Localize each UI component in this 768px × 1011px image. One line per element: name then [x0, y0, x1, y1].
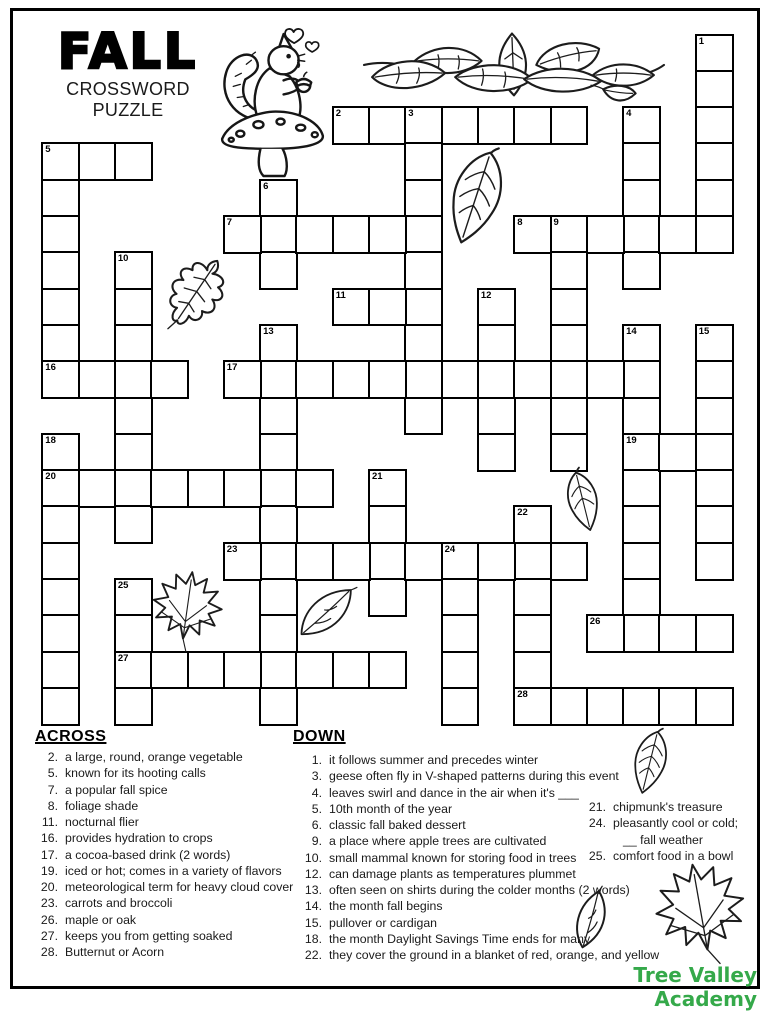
grid-cell[interactable] [259, 397, 298, 436]
clue-number: 2. [47, 750, 58, 764]
clue-text: iced or hot; comes in a variety of flavors [65, 863, 282, 878]
clue-text: classic fall baked dessert [329, 818, 466, 832]
grid-cell[interactable] [550, 251, 589, 290]
clue-line [30, 782, 293, 798]
clue-line [296, 931, 659, 947]
grid-cell[interactable] [368, 469, 407, 508]
grid-cell[interactable] [41, 614, 80, 653]
grid-cell[interactable] [622, 578, 661, 617]
grid-cell[interactable] [513, 505, 552, 544]
grid-cell[interactable] [404, 251, 443, 290]
grid-cell[interactable] [441, 651, 480, 690]
grid-cell[interactable] [332, 542, 371, 581]
grid-cell[interactable] [622, 215, 661, 254]
grid-cell[interactable] [441, 542, 480, 581]
cell-number: 27 [117, 652, 129, 664]
clue-line [580, 799, 738, 815]
grid-cell[interactable] [586, 614, 625, 653]
cell-number: 12 [480, 289, 492, 301]
grid-cell[interactable] [622, 505, 661, 544]
clue-number [580, 832, 606, 848]
clue-number: 5. [47, 766, 58, 781]
clue-number: 3. [311, 769, 322, 784]
clue-line [296, 866, 659, 882]
grid-cell[interactable] [295, 215, 334, 254]
grid-cell[interactable] [41, 251, 80, 290]
grid-cell[interactable] [695, 469, 734, 508]
clue-number: 14. [304, 899, 322, 914]
grid-cell[interactable] [368, 106, 407, 145]
clue-text: often seen on shirts during the colder months (2 words) [329, 883, 630, 897]
clue-text: a cocoa-based drink (2 words) [65, 847, 231, 862]
clue-number: 26. [40, 912, 58, 927]
clue-text: a place where apple trees are cultivated [329, 834, 547, 849]
cell-number: 6 [263, 180, 269, 192]
clue-number: 12. [304, 866, 322, 881]
cell-number: 21 [372, 471, 383, 483]
grid-cell[interactable] [41, 578, 80, 617]
grid-cell[interactable] [550, 324, 589, 363]
page-subtitle: CROSSWORD PUZZLE [66, 79, 190, 120]
grid-cell[interactable] [622, 469, 661, 508]
grid-cell[interactable] [368, 360, 407, 399]
branding: Tree Valley Academy [633, 963, 757, 1011]
cell-number: 16 [45, 362, 56, 374]
clue-text: a large, round, orange vegetable [65, 750, 243, 764]
cell-number: 24 [444, 543, 456, 555]
clue-line [30, 830, 293, 846]
grid-cell[interactable] [368, 505, 407, 544]
cell-number: 20 [45, 471, 56, 483]
grid-cell[interactable] [622, 360, 661, 399]
grid-cell[interactable] [332, 360, 371, 399]
grid-cell[interactable] [586, 360, 625, 399]
clue-line [296, 752, 659, 768]
grid-cell[interactable] [332, 651, 371, 690]
clue-text: the month fall begins [329, 899, 443, 914]
clue-number: 25. [588, 848, 606, 863]
clue-number: 22. [304, 948, 322, 962]
grid-cell[interactable] [477, 542, 516, 581]
grid-cell[interactable] [622, 397, 661, 436]
grid-cell[interactable] [695, 614, 734, 653]
clue-number: 7. [47, 782, 58, 797]
clue-number: 4. [311, 785, 322, 800]
grid-cell[interactable] [41, 360, 80, 399]
cell-number: 9 [553, 217, 559, 228]
grid-cell[interactable] [259, 578, 298, 617]
heart-icon [306, 42, 319, 52]
grid-cell[interactable] [187, 469, 226, 508]
clue-line [296, 882, 659, 898]
grid-cell[interactable] [513, 360, 552, 399]
cell-number: 23 [226, 543, 238, 555]
cell-number: 1 [698, 35, 704, 47]
grid-cell[interactable] [259, 614, 298, 653]
grid-cell[interactable] [404, 542, 443, 581]
clue-number: 6. [311, 818, 322, 832]
clue-text: comfort food in a bowl [613, 848, 734, 863]
grid-cell[interactable] [622, 687, 661, 726]
grid-cell[interactable] [404, 397, 443, 436]
grid-cell[interactable] [477, 288, 516, 327]
grid-cell[interactable] [41, 651, 80, 690]
grid-cell[interactable] [41, 542, 80, 581]
grid-cell[interactable] [295, 542, 334, 581]
grid-cell[interactable] [550, 360, 589, 399]
grid-cell[interactable] [695, 433, 734, 472]
clue-number: 28. [40, 945, 58, 959]
grid-cell[interactable] [368, 578, 407, 617]
grid-cell[interactable] [114, 687, 153, 726]
across-clues [30, 749, 293, 960]
clue-text: meteorological term for heavy cloud cover [65, 880, 294, 894]
grid-cell[interactable] [658, 215, 697, 254]
grid-cell[interactable] [295, 360, 334, 399]
grid-cell[interactable] [114, 142, 153, 181]
clue-line [296, 768, 659, 784]
cell-number: 11 [335, 289, 346, 301]
cell-number: 7 [226, 217, 233, 228]
clue-text: 10th month of the year [329, 801, 453, 816]
grid-cell[interactable] [622, 433, 661, 472]
grid-cell[interactable] [695, 106, 734, 145]
clue-number: 1. [311, 753, 322, 767]
clue-number: 5. [311, 801, 322, 816]
cell-number: 18 [45, 434, 56, 446]
cell-number: 15 [698, 325, 710, 337]
clue-line [30, 879, 293, 895]
maple-leaf-illustration [142, 561, 231, 659]
grid-cell[interactable] [332, 288, 371, 327]
clue-text: nocturnal flier [65, 815, 139, 829]
clue-text: can damage plants as temperatures plummet [329, 866, 576, 881]
clue-line [296, 898, 659, 914]
clue-line [580, 815, 738, 831]
grid-cell[interactable] [78, 142, 117, 181]
grid-cell[interactable] [150, 469, 189, 508]
clue-number: 19. [40, 863, 58, 878]
grid-cell[interactable] [513, 215, 552, 254]
grid-cell[interactable] [477, 433, 516, 472]
clue-text: carrots and broccoli [65, 896, 173, 911]
ovate-leaf-illustration [295, 578, 357, 648]
grid-cell[interactable] [695, 360, 734, 399]
clue-text: known for its hooting calls [65, 766, 206, 781]
grid-cell[interactable] [695, 505, 734, 544]
grid-cell[interactable] [404, 142, 443, 181]
grid-cell[interactable] [41, 505, 80, 544]
grid-cell[interactable] [404, 324, 443, 363]
squirrel-on-mushroom-illustration [212, 22, 330, 178]
grid-cell[interactable] [259, 651, 298, 690]
grid-cell[interactable] [259, 215, 298, 254]
cell-number: 26 [589, 616, 601, 628]
grid-cell[interactable] [513, 651, 552, 690]
cell-number: 28 [517, 688, 528, 700]
clue-text: it follows summer and precedes winter [329, 753, 539, 767]
clue-number: 9. [311, 834, 322, 849]
cell-number: 13 [263, 325, 274, 337]
cell-number: 17 [226, 362, 238, 374]
clue-text: keeps you from getting soaked [65, 928, 233, 943]
grid-cell[interactable] [513, 687, 552, 726]
grid-cell[interactable] [78, 360, 117, 399]
clue-text: a popular fall spice [65, 782, 168, 797]
grid-cell[interactable] [259, 324, 298, 363]
grid-cell[interactable] [259, 542, 298, 581]
grid-cell[interactable] [513, 614, 552, 653]
page-title: FALL [57, 23, 199, 80]
clue-number: 24. [588, 816, 606, 831]
clue-text: Butternut or Acorn [65, 945, 165, 959]
clue-text: geese often fly in V-shaped patterns during this event [329, 769, 619, 784]
grid-cell[interactable] [41, 179, 80, 218]
cell-number: 3 [408, 108, 414, 120]
clue-line [30, 765, 293, 781]
grid-cell[interactable] [41, 324, 80, 363]
grid-cell[interactable] [586, 687, 625, 726]
grid-cell[interactable] [550, 542, 589, 581]
grid-cell[interactable] [368, 288, 407, 327]
clue-line [30, 944, 293, 960]
clue-text: foliage shade [65, 798, 139, 813]
grid-cell[interactable] [150, 360, 189, 399]
header [30, 23, 226, 121]
clue-line [30, 798, 293, 814]
clue-number: 8. [47, 798, 58, 813]
grid-cell[interactable] [41, 469, 80, 508]
across-heading: ACROSS [35, 728, 107, 745]
clue-line [30, 847, 293, 863]
grid-cell[interactable] [223, 651, 262, 690]
grid-cell[interactable] [259, 179, 298, 218]
clue-text: they cover the ground in a blanket of red, orange, and yellow [329, 948, 660, 962]
grid-cell[interactable] [477, 397, 516, 436]
grid-cell[interactable] [622, 324, 661, 363]
grid-cell[interactable] [259, 251, 298, 290]
grid-cell[interactable] [586, 215, 625, 254]
grid-cell[interactable] [114, 505, 153, 544]
grid-cell[interactable] [695, 324, 734, 363]
cell-number: 25 [117, 580, 129, 591]
grid-cell[interactable] [550, 215, 589, 254]
grid-cell[interactable] [658, 433, 697, 472]
grid-cell[interactable] [441, 614, 480, 653]
clue-line [30, 895, 293, 911]
grid-cell[interactable] [622, 614, 661, 653]
clue-line [580, 848, 738, 864]
clue-text: maple or oak [65, 912, 137, 927]
grid-cell[interactable] [441, 360, 480, 399]
grid-cell[interactable] [550, 397, 589, 436]
grid-cell[interactable] [622, 251, 661, 290]
grid-cell[interactable] [695, 70, 734, 109]
grid-cell[interactable] [114, 324, 153, 363]
clue-number: 15. [304, 915, 322, 930]
grid-cell[interactable] [550, 106, 589, 145]
clue-number: 20. [40, 880, 58, 894]
clue-text: leaves swirl and dance in the air when it's ___ [329, 785, 579, 800]
grid-cell[interactable] [295, 469, 334, 508]
grid-cell[interactable] [441, 578, 480, 617]
grid-cell[interactable] [114, 469, 153, 508]
clue-number: 10. [304, 850, 322, 865]
clue-line [30, 749, 293, 765]
grid-cell[interactable] [550, 433, 589, 472]
grid-cell[interactable] [114, 651, 153, 690]
grid-cell[interactable] [41, 288, 80, 327]
grid-cell[interactable] [78, 469, 117, 508]
grid-cell[interactable] [477, 360, 516, 399]
grid-cell[interactable] [259, 360, 298, 399]
grid-cell[interactable] [259, 687, 298, 726]
grid-cell[interactable] [259, 469, 298, 508]
clue-number: 27. [40, 928, 58, 943]
grid-cell[interactable] [114, 360, 153, 399]
grid-cell[interactable] [695, 397, 734, 436]
grid-cell[interactable] [150, 651, 189, 690]
grid-cell[interactable] [368, 215, 407, 254]
leaf-pile-illustration [362, 30, 666, 106]
clue-text: pleasantly cool or cold; [613, 816, 739, 831]
grid-cell[interactable] [550, 288, 589, 327]
grid-cell[interactable] [513, 542, 552, 581]
grid-cell[interactable] [622, 142, 661, 181]
clue-number: 18. [304, 931, 322, 946]
grid-cell[interactable] [622, 179, 661, 218]
clue-number: 16. [40, 831, 58, 846]
grid-cell[interactable] [513, 578, 552, 617]
grid-cell[interactable] [658, 687, 697, 726]
down-clues-right [580, 799, 738, 864]
clue-line [30, 912, 293, 928]
grid-cell[interactable] [223, 215, 262, 254]
cell-number: 5 [45, 144, 51, 156]
grid-cell[interactable] [550, 687, 589, 726]
clue-line [30, 928, 293, 944]
grid-cell[interactable] [41, 142, 80, 181]
clue-line [30, 814, 293, 830]
clue-text: __ fall weather [623, 832, 703, 847]
clue-number: 13. [304, 883, 322, 897]
grid-cell[interactable] [404, 106, 443, 145]
grid-cell[interactable] [441, 687, 480, 726]
cell-number: 10 [117, 253, 129, 265]
clue-line [30, 863, 293, 879]
cell-number: 8 [517, 217, 523, 228]
cell-number: 4 [626, 108, 632, 120]
clue-text: provides hydration to crops [65, 831, 213, 846]
grid-cell[interactable] [695, 142, 734, 181]
grid-cell[interactable] [114, 433, 153, 472]
clue-number: 21. [588, 800, 606, 814]
grid-cell[interactable] [41, 687, 80, 726]
clue-text: the month Daylight Savings Time ends for many [329, 931, 591, 946]
grid-cell[interactable] [695, 34, 734, 73]
cell-number: 19 [626, 434, 637, 446]
clue-text: chipmunk's treasure [613, 800, 723, 814]
grid-cell[interactable] [695, 215, 734, 254]
clue-text: small mammal known for storing food in trees [329, 850, 577, 865]
grid-cell[interactable] [332, 215, 371, 254]
cell-number: 2 [335, 108, 341, 120]
clue-text: pullover or cardigan [329, 915, 438, 930]
grid-cell[interactable] [404, 360, 443, 399]
clue-line [296, 947, 659, 963]
grid-cell[interactable] [259, 505, 298, 544]
clue-line [296, 915, 659, 931]
grid-cell[interactable] [658, 614, 697, 653]
grid-cell[interactable] [114, 397, 153, 436]
grid-cell[interactable] [223, 469, 262, 508]
grid-cell[interactable] [332, 106, 371, 145]
cell-number: 22 [517, 507, 528, 519]
clue-number: 23. [40, 896, 58, 911]
grid-cell[interactable] [404, 288, 443, 327]
down-heading: DOWN [293, 728, 346, 745]
grid-cell[interactable] [622, 106, 661, 145]
clue-line [580, 832, 738, 848]
grid-cell[interactable] [695, 179, 734, 218]
grid-cell[interactable] [477, 106, 516, 145]
grid-cell[interactable] [695, 542, 734, 581]
grid-cell[interactable] [223, 360, 262, 399]
clue-number: 11. [41, 815, 58, 829]
grid-cell[interactable] [41, 433, 80, 472]
grid-cell[interactable] [259, 433, 298, 472]
grid-cell[interactable] [41, 215, 80, 254]
grid-cell[interactable] [114, 251, 153, 290]
grid-cell[interactable] [477, 324, 516, 363]
grid-cell[interactable] [295, 651, 334, 690]
grid-cell[interactable] [368, 651, 407, 690]
grid-cell[interactable] [513, 106, 552, 145]
cell-number: 14 [626, 325, 637, 337]
grid-cell[interactable] [368, 542, 407, 581]
grid-cell[interactable] [695, 687, 734, 726]
clue-number: 17. [40, 847, 58, 862]
grid-cell[interactable] [622, 542, 661, 581]
